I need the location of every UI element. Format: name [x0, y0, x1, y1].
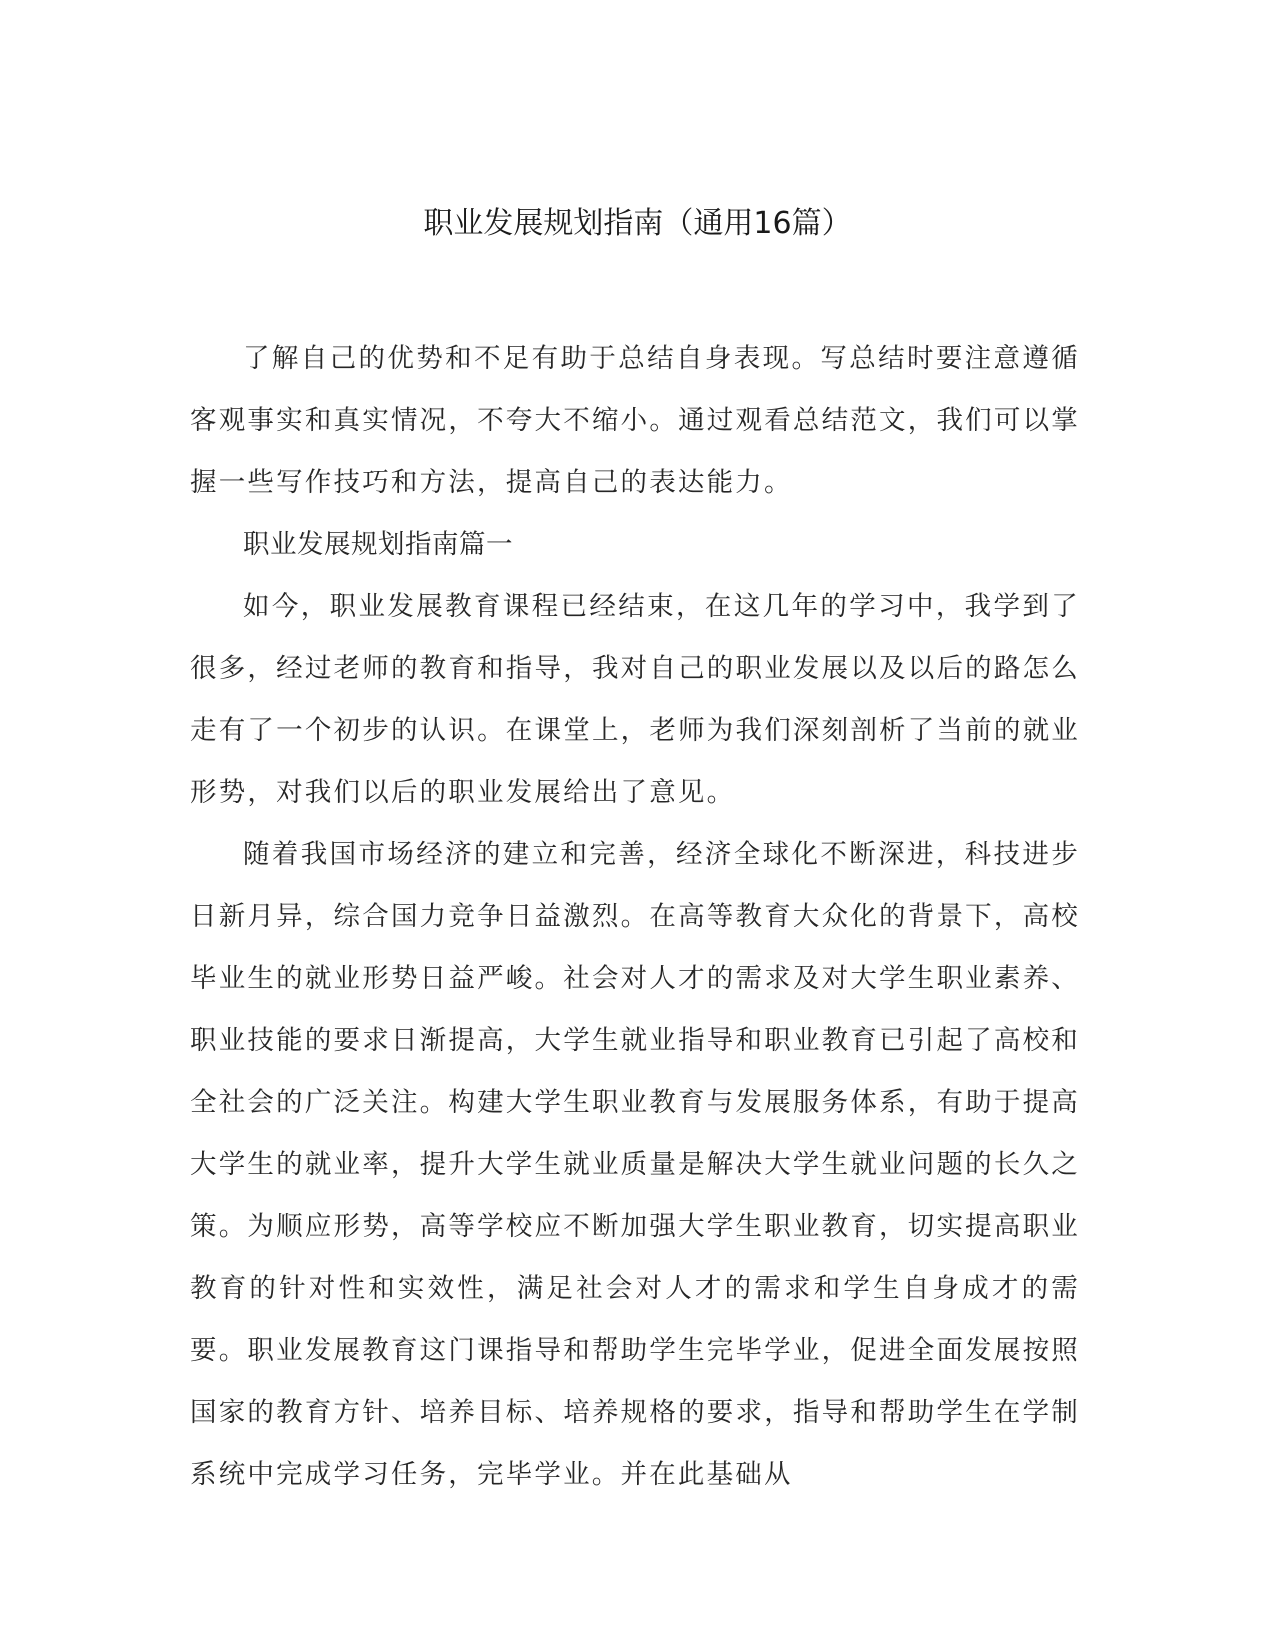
body-paragraph-2: 随着我国市场经济的建立和完善，经济全球化不断深进，科技进步日新月异，综合国力竞争日益激烈。在高等教育大众化的背景下，高校毕业生的就业形势日益严峻。社会对人才的需求及对大学生职业素养、职业技能的要求日渐提高，大学生就业指导和职业教育已引起了高校和全社会的广泛关注。构建大学生职业教育与发展服务体系，有助于提高大学生的就业率，提升大学生就业质量是解决大学生就业问题的长久之策。为顺应形势，高等学校应不断加强大学生职业教育，切实提高职业教育的针对性和实效性，满足社会对人才的需求和学生自身成才的需要。职业发展教育这门课指导和帮助学生完毕学业，促进全面发展按照国家的教育方针、培养目标、培养规格的要求，指导和帮助学生在学制系统中完成学习任务，完毕学业。并在此基础从 [190, 839, 1080, 1490]
section-heading: 职业发展规划指南篇一 [243, 529, 513, 560]
document-title: 职业发展规划指南（通用16篇） [423, 206, 852, 241]
body-paragraph-1: 如今，职业发展教育课程已经结束，在这几年的学习中，我学到了很多，经过老师的教育和指导，我对自己的职业发展以及以后的路怎么走有了一个初步的认识。在课堂上，老师为我们深刻剖析了当前的就业形势，对我们以后的职业发展给出了意见。 [190, 591, 1080, 808]
document-body [190, 328, 1080, 1506]
intro-paragraph: 了解自己的优势和不足有助于总结自身表现。写总结时要注意遵循客观事实和真实情况，不夸大不缩小。通过观看总结范文，我们可以掌握一些写作技巧和方法，提高自己的表达能力。 [190, 343, 1080, 498]
